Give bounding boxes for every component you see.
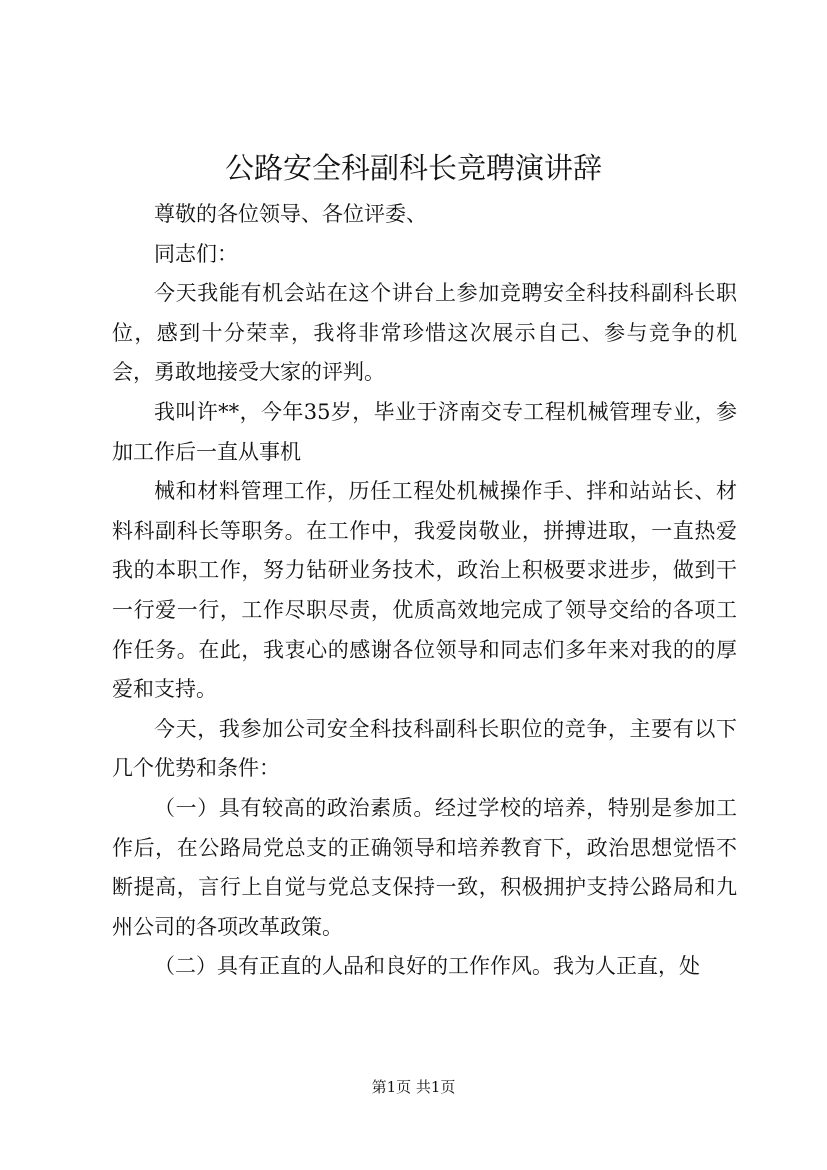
paragraph-work-history: 械和材料管理工作，历任工程处机械操作手、拌和站站长、材料科副科长等职务。在工作中，我爱岗敬业，拼搏进取，一直热爱我的本职工作，努力钻研业务技术，政治上积极要求进步，做到干一行爱一行，工作尽职尽责，优质高效地完成了领导交给的各项工作任务。在此，我衷心的感谢各位领导和同志们多年来对我的的厚爱和支持。 bbox=[112, 479, 737, 702]
paragraph-political-quality: （一）具有较高的政治素质。经过学校的培养，特别是参加工作后，在公路局党总支的正确领导和培养教育下，政治思想觉悟不断提高，言行上自觉与党总支保持一致，积极拥护支持公路局和九州公司的各项改革政策。 bbox=[112, 795, 737, 939]
paragraph-advantages: 今天，我参加公司安全科技科副科长职位的竞争，主要有以下几个优势和条件： bbox=[112, 716, 737, 781]
document-title: 公路安全科副科长竞聘演讲辞 bbox=[224, 151, 602, 185]
paragraph-intro: 今天我能有机会站在这个讲台上参加竞聘安全科技科副科长职位，感到十分荣幸，我将非常珍惜这次展示自己、参与竞争的机会，勇敢地接受大家的评判。 bbox=[112, 281, 737, 385]
paragraph-character: （二）具有正直的人品和良好的工作作风。我为人正直，处 bbox=[154, 954, 700, 979]
document-body bbox=[112, 195, 737, 987]
page-footer: 第1页 共1页 bbox=[371, 1078, 456, 1096]
salutation-line-2: 同志们： bbox=[154, 241, 238, 266]
paragraph-self-intro: 我叫许**，今年35岁，毕业于济南交专工程机械管理专业，参加工作后一直从事机 bbox=[112, 399, 737, 464]
salutation-line-1: 尊敬的各位领导、各位评委、 bbox=[154, 202, 427, 226]
